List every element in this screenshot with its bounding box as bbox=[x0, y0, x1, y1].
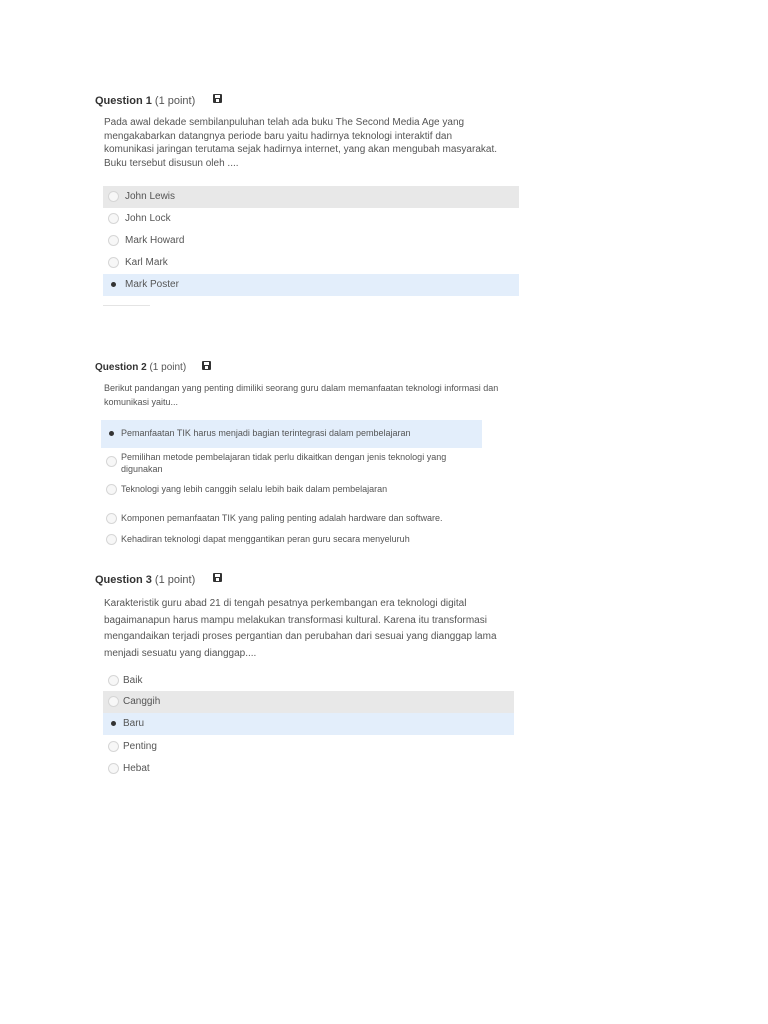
radio-button[interactable] bbox=[106, 456, 117, 467]
question-2-title: Question 2 bbox=[95, 362, 147, 373]
question-2-option-1[interactable] bbox=[101, 420, 482, 448]
option-label: Hebat bbox=[123, 763, 150, 774]
option-label: Pemanfaatan TIK harus menjadi bagian terintegrasi dalam pembelajaran bbox=[121, 428, 411, 438]
question-2-option-5[interactable] bbox=[101, 529, 482, 551]
option-label: John Lock bbox=[125, 213, 171, 224]
question-3-points: (1 point) bbox=[154, 574, 196, 586]
question-1-option-4[interactable] bbox=[103, 252, 519, 274]
radio-button[interactable] bbox=[108, 741, 119, 752]
question-2-option-3[interactable] bbox=[101, 479, 482, 501]
option-label: Pemilihan metode pembelajaran tidak perlu dikaitkan dengan jenis teknologi yang digunakan bbox=[121, 452, 447, 474]
question-2-option-2[interactable] bbox=[101, 450, 482, 478]
question-3-option-3[interactable] bbox=[103, 713, 514, 735]
radio-button[interactable] bbox=[108, 675, 119, 686]
save-icon[interactable] bbox=[213, 94, 222, 103]
question-3-option-2[interactable] bbox=[103, 691, 514, 713]
option-label: Kehadiran teknologi dapat menggantikan peran guru secara menyeluruh bbox=[121, 534, 410, 544]
option-label: Canggih bbox=[123, 696, 161, 707]
question-3-text: Karakteristik guru abad 21 di tengah pesatnya perkembangan era teknologi digital bagaimanapun harus mampu melakukan transformasi kultural. Karena itu transformasi mengandaikan terjadi proses pergantian dan perubahan dari sesuai yang dianggap lama menjadi sesuatu yang dianggap.... bbox=[104, 598, 497, 659]
option-label: Teknologi yang lebih canggih selalu lebih baik dalam pembelajaran bbox=[121, 484, 388, 494]
option-label: Baik bbox=[123, 675, 143, 686]
radio-button[interactable] bbox=[108, 235, 119, 246]
question-3-option-1[interactable] bbox=[103, 670, 514, 692]
question-1-option-3[interactable] bbox=[103, 230, 519, 252]
option-label: Mark Poster bbox=[125, 279, 179, 290]
question-1-points: (1 point) bbox=[154, 95, 196, 107]
option-label: Penting bbox=[123, 741, 157, 752]
radio-button[interactable] bbox=[106, 484, 117, 495]
question-1-title: Question 1 bbox=[95, 95, 152, 107]
divider bbox=[103, 305, 150, 306]
question-2-header bbox=[95, 362, 186, 373]
radio-button-checked[interactable] bbox=[106, 428, 117, 439]
question-2-text: Berikut pandangan yang penting dimiliki seorang guru dalam memanfaatan teknologi informasi dan komunikasi yaitu... bbox=[104, 383, 499, 407]
radio-button[interactable] bbox=[108, 257, 119, 268]
question-3-title: Question 3 bbox=[95, 574, 152, 586]
question-1-header bbox=[95, 95, 195, 107]
option-label: John Lewis bbox=[125, 191, 176, 202]
option-label: Baru bbox=[123, 718, 145, 729]
save-icon[interactable] bbox=[213, 573, 222, 582]
radio-button[interactable] bbox=[108, 191, 119, 202]
question-3-header bbox=[95, 574, 195, 586]
radio-button[interactable] bbox=[108, 696, 119, 707]
question-3-option-4[interactable] bbox=[103, 736, 514, 758]
option-label: Komponen pemanfaatan TIK yang paling penting adalah hardware dan software. bbox=[121, 513, 443, 523]
radio-button[interactable] bbox=[108, 763, 119, 774]
question-1-option-5[interactable] bbox=[103, 274, 519, 296]
question-1-text: Pada awal dekade sembilanpuluhan telah ada buku The Second Media Age yang mengakabarkan datangnya periode baru yaitu hadirnya teknologi interaktif dan komunikasi jaringan terutama sejak hadirnya internet, yang akan mengubah masyarakat. Buku tersebut disusun oleh .... bbox=[104, 117, 497, 169]
option-label: Karl Mark bbox=[125, 257, 168, 268]
radio-button[interactable] bbox=[108, 213, 119, 224]
radio-button[interactable] bbox=[106, 534, 117, 545]
radio-button-checked[interactable] bbox=[108, 279, 119, 290]
option-label: Mark Howard bbox=[125, 235, 185, 246]
question-3-option-5[interactable] bbox=[103, 758, 514, 780]
radio-button[interactable] bbox=[106, 513, 117, 524]
question-1-option-1[interactable] bbox=[103, 186, 519, 208]
question-1-option-2[interactable] bbox=[103, 208, 519, 230]
save-icon[interactable] bbox=[202, 361, 211, 370]
question-2-points: (1 point) bbox=[149, 362, 187, 373]
radio-button-checked[interactable] bbox=[108, 718, 119, 729]
question-2-option-4[interactable] bbox=[101, 508, 482, 530]
